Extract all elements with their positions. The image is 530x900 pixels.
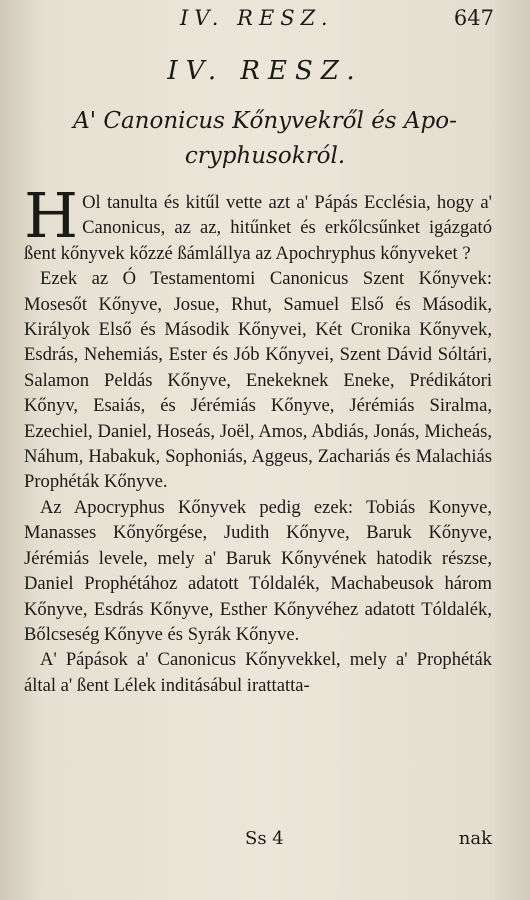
chapter-title: IV. RESZ. [167,56,363,86]
section-title-line-2: cryphusokról. [184,143,346,169]
section-title-line-1: A' Canonicus Kőnyvekről és Apo- [73,108,457,134]
paragraph-1 [24,179,492,266]
page-number: 647 [453,6,494,30]
section-title [0,104,530,174]
running-head [0,4,530,40]
paragraph-4: A' Pápások a' Canonicus Kőnyvekkel, mely a' Prophéták által a' ßent Lélek inditásábul irattatta- [24,649,492,696]
body-text [24,179,492,698]
signature-mark: Ss 4 [245,828,284,849]
running-head-title: IV. RESZ. [180,6,334,30]
drop-cap: H [24,179,79,252]
catchword: nak [458,828,492,849]
paragraph-1-text: Ol tanulta és kitűl vette azt a' Pápás Ecclésia, hogy a' Canonicus, az az, hitűnket és erkőlcsűnket igázgató ßent kőnyvek kőzzé ßámlállya az Apochryphus kőnyveket ? [24,192,492,264]
paragraph-2: Ezek az Ó Testamentomi Canonicus Szent Kőnyvek: Mosesőt Kőnyve, Josue, Rhut, Samuel Első és Második, Királyok Első és Második Kőnyvei, Két Cronika Kőnyvek, Esdrás, Nehemiás, Ester és Jób Kőnyvei, Szent Dávid Sóltári, Salamon Peldás Kőnyve, Enekeknek Eneke, Prédikátori Kőnyv, Esaiás, és Jérémiás Kőnyve, Jérémiás Siralma, Ezechiel, Daniel, Hoseás, Joël, Amos, Abdiás, Jonás, Micheás, Náhum, Habakuk, Sophoniás, Aggeus, Zachariás és Malachiás Prophéták Kőnyve. [24,268,492,493]
paragraph-3: Az Apocryphus Kőnyvek pedig ezek: Tobiás Konyve, Manasses Kőnyőrgése, Judith Kőnyve, Baruk Kőnyve, Jérémiás levele, mely a' Baruk Kőnyvének hatodik részse, Daniel Prophétához adatott Tóldalék, Machabeusok három Kőnyve, Esdrás Kőnyve, Esther Kőnyvéhez adatott Tóldalék, Bőlcseség Kőnyve és Syrák Kőnyve. [24,496,492,645]
